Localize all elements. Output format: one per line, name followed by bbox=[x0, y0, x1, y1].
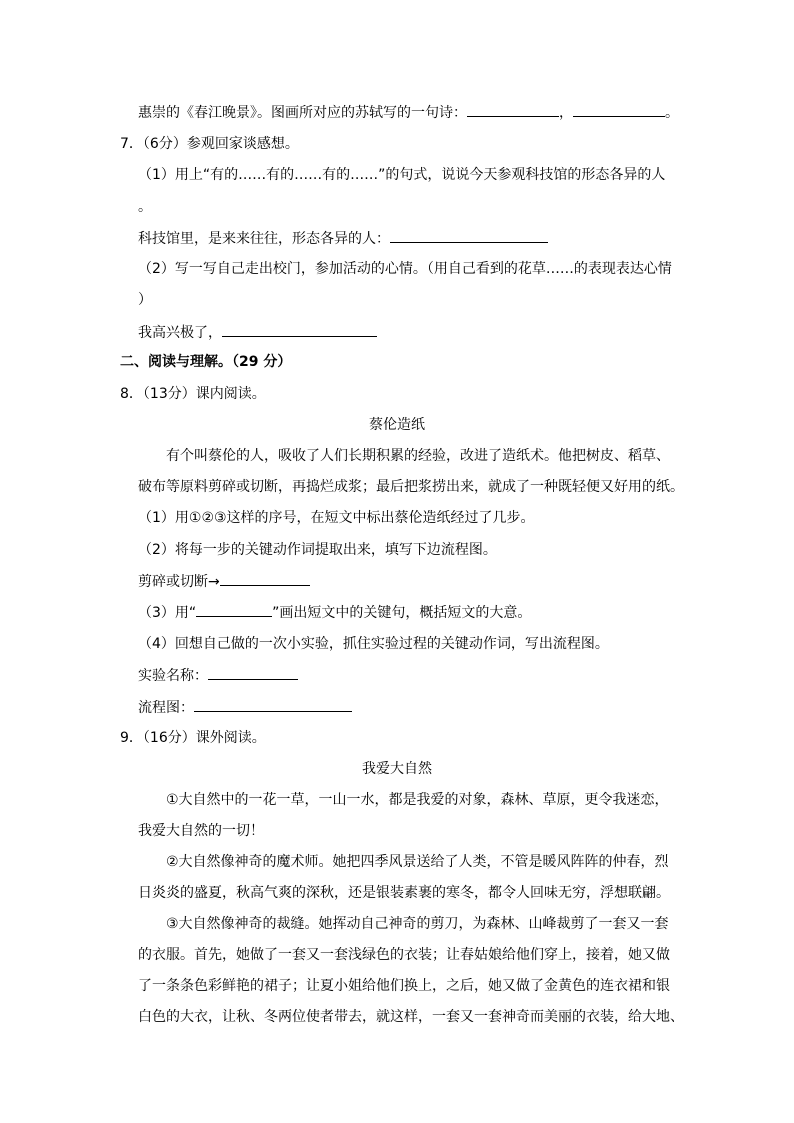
answer-blank[interactable] bbox=[194, 697, 352, 712]
q7-part1-answer bbox=[138, 228, 548, 248]
q6-comma: ， bbox=[559, 105, 573, 121]
q7-header: 7．（6分）参观回家谈感想。 bbox=[120, 136, 299, 152]
q6-text: 惠崇的《春江晚景》。图画所对应的苏轼写的一句诗： bbox=[138, 105, 467, 121]
q8-sub3 bbox=[138, 602, 531, 622]
q9-para1-line2: 我爱大自然的一切！ bbox=[138, 823, 264, 839]
q8-flow-answer bbox=[138, 571, 310, 591]
q8-sub3-post: ”画出短文中的关键句，概括短文的大意。 bbox=[272, 605, 532, 621]
section2-header: 二、阅读与理解。（29 分） bbox=[120, 354, 292, 370]
q8-header: 8．（13分）课内阅读。 bbox=[120, 386, 266, 402]
q6-continuation bbox=[138, 102, 679, 122]
q7-part1-line1: （1）用上“有的……有的……有的……”的句式，说说今天参观科技馆的形态各异的人 bbox=[138, 167, 666, 183]
q9-para3-line4: 白色的大衣，让秋、冬两位使者带去，就这样，一套又一套神奇而美丽的衣装，给大地、 bbox=[138, 1009, 684, 1025]
answer-blank[interactable] bbox=[220, 571, 310, 586]
q8-flow-prefix: 剪碎或切断→ bbox=[138, 574, 220, 590]
q7-part1-line2: 。 bbox=[138, 199, 152, 215]
q9-para2-line1: ②大自然像神奇的魔术师。她把四季风景送给了人类，不管是暖风阵阵的仲春，烈 bbox=[166, 854, 669, 870]
q7-part2-answer bbox=[138, 322, 377, 342]
q7-part2-line1: （2）写一写自己走出校门，参加活动的心情。（用自己看到的花草……的表现表达心情 bbox=[138, 261, 672, 277]
q7-part2-line2: ） bbox=[138, 292, 152, 308]
q8-flow-chart-label: 流程图： bbox=[138, 700, 194, 716]
q8-experiment-name bbox=[138, 665, 298, 685]
q8-sub1: （1）用①②③这样的序号，在短文中标出蔡伦造纸经过了几步。 bbox=[138, 510, 535, 526]
answer-blank[interactable] bbox=[390, 228, 548, 243]
q8-experiment-name-label: 实验名称： bbox=[138, 668, 208, 684]
q9-header: 9．（16分）课外阅读。 bbox=[120, 730, 266, 746]
q9-para3-line1: ③大自然像神奇的裁缝。她挥动自己神奇的剪刀，为森林、山峰裁剪了一套又一套 bbox=[166, 916, 669, 932]
q6-period: 。 bbox=[665, 105, 679, 121]
q9-passage-title: 我爱大自然 bbox=[362, 761, 432, 777]
answer-blank[interactable] bbox=[467, 102, 559, 117]
answer-blank[interactable] bbox=[573, 102, 665, 117]
q9-para3-line3: 了一条条色彩鲜艳的裙子；让夏小姐给他们换上，之后，她又做了金黄色的连衣裙和银 bbox=[138, 978, 670, 994]
q8-passage-title: 蔡伦造纸 bbox=[369, 417, 425, 433]
q9-para3-line2: 的衣服。首先，她做了一套又一套浅绿色的衣装；让春姑娘给他们穿上，接着，她又做 bbox=[138, 947, 670, 963]
q8-passage-line2: 破布等原料剪碎或切断，再捣烂成浆；最后把浆捞出来，就成了一种既轻便又好用的纸。 bbox=[138, 479, 684, 495]
q7-part2-answer-prefix: 我高兴极了， bbox=[138, 325, 222, 341]
q7-part1-answer-prefix: 科技馆里，是来来往往，形态各异的人： bbox=[138, 231, 390, 247]
q8-sub3-pre: （3）用“ bbox=[138, 605, 197, 621]
q8-passage-line1: 有个叫蔡伦的人，吸收了人们长期积累的经验，改进了造纸术。他把树皮、稻草、 bbox=[166, 448, 670, 464]
q8-flow-chart bbox=[138, 697, 352, 717]
answer-blank[interactable] bbox=[208, 665, 298, 680]
answer-blank[interactable] bbox=[222, 322, 377, 337]
q8-sub4: （4）回想自己做的一次小实验，抓住实验过程的关键动作词，写出流程图。 bbox=[138, 636, 609, 652]
underline-sample bbox=[196, 602, 272, 617]
q8-sub2: （2）将每一步的关键动作词提取出来，填写下边流程图。 bbox=[138, 542, 497, 558]
q9-para1-line1: ①大自然中的一花一草，一山一水，都是我爱的对象，森林、草原，更令我迷恋， bbox=[166, 792, 669, 808]
q9-para2-line2: 日炎炎的盛夏，秋高气爽的深秋，还是银装素裹的寒冬，都令人回味无穷，浮想联翩。 bbox=[138, 885, 670, 901]
